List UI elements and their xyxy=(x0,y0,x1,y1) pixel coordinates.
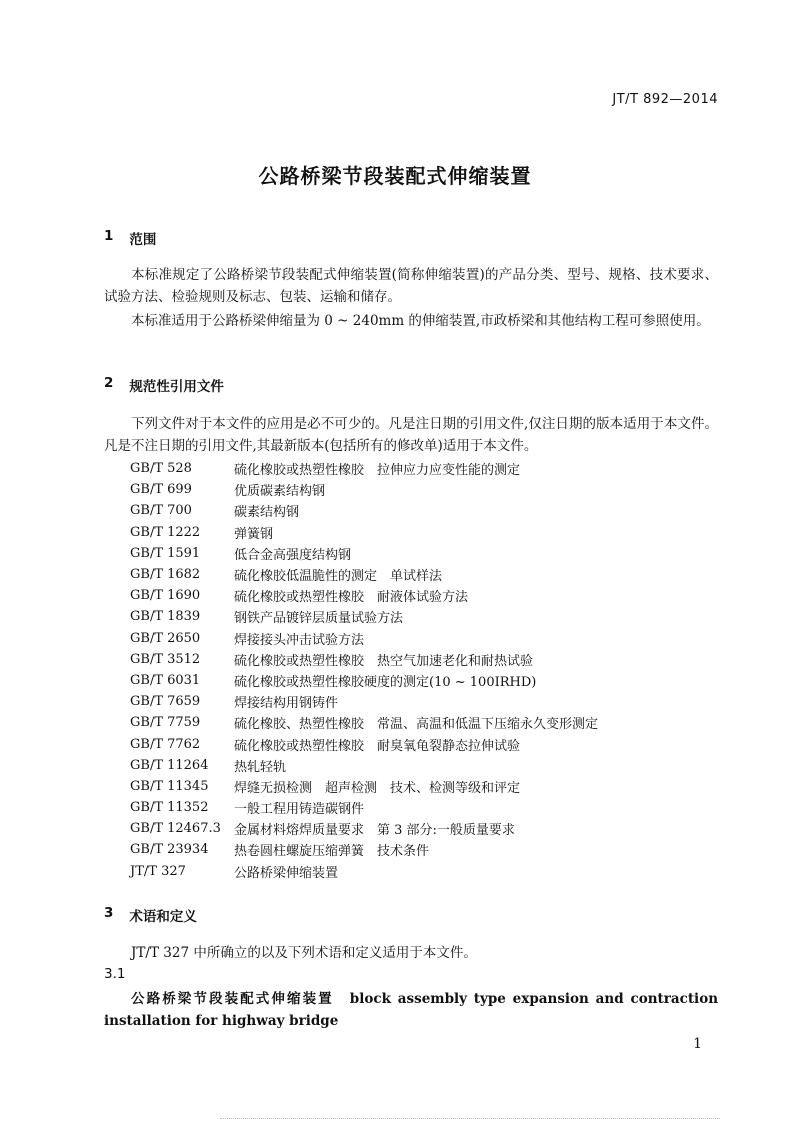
reference-item xyxy=(130,543,598,564)
section-number: 3 xyxy=(104,905,114,921)
terms-intro: JT/T 327 中所确立的以及下列术语和定义适用于本文件。 xyxy=(131,945,477,961)
reference-title: 公路桥梁伸缩装置 xyxy=(234,865,339,881)
reference-list xyxy=(130,458,598,882)
reference-title: 低合金高强度结构钢 xyxy=(234,547,352,563)
reference-code: GB/T 23934 xyxy=(130,842,209,858)
section-number: 1 xyxy=(104,228,114,244)
reference-code: GB/T 7659 xyxy=(130,694,201,710)
reference-code: GB/T 700 xyxy=(130,503,192,519)
reference-title: 优质碳素结构钢 xyxy=(234,484,326,500)
reference-title: 硫化橡胶低温脆性的测定 单试样法 xyxy=(234,569,443,585)
term-english: block assembly type expansion and contraction installation for highway bridge xyxy=(104,991,719,1029)
reference-code: GB/T 7762 xyxy=(130,736,201,752)
reference-title: 硫化橡胶或热塑性橡胶 拉伸应力应变性能的测定 xyxy=(234,463,521,479)
reference-item xyxy=(130,585,598,606)
reference-item xyxy=(130,755,598,776)
reference-code: GB/T 699 xyxy=(130,482,192,498)
section-title: 规范性引用文件 xyxy=(129,379,224,395)
reference-item xyxy=(130,500,598,521)
reference-item xyxy=(130,458,598,479)
reference-code: GB/T 3512 xyxy=(130,651,201,667)
reference-title: 硫化橡胶、热塑性橡胶 常温、高温和低温下压缩永久变形测定 xyxy=(234,717,599,733)
clause-number: 3.1 xyxy=(104,966,126,982)
reference-title: 钢铁产品镀锌层质量试验方法 xyxy=(234,611,404,627)
reference-title: 焊接接头冲击试验方法 xyxy=(234,632,365,648)
scope-paragraph-1: 本标准规定了公路桥梁节段装配式伸缩装置(简称伸缩装置)的产品分类、型号、规格、技术要求、试验方法、检验规则及标志、包装、运输和储存。 xyxy=(104,267,718,305)
reference-code: GB/T 1222 xyxy=(130,524,201,540)
section-title: 术语和定义 xyxy=(129,909,197,925)
references-intro: 下列文件对于本文件的应用是必不可少的。凡是注日期的引用文件,仅注日期的版本适用于本文件。凡是不注日期的引用文件,其最新版本(包括所有的修改单)适用于本文件。 xyxy=(104,416,718,454)
reference-item xyxy=(130,649,598,670)
reference-code: GB/T 1682 xyxy=(130,567,201,583)
reference-title: 硫化橡胶或热塑性橡胶 热空气加速老化和耐热试验 xyxy=(234,653,534,669)
reference-item xyxy=(130,606,598,627)
standard-code: JT/T 892—2014 xyxy=(612,92,718,107)
reference-code: GB/T 7759 xyxy=(130,715,201,731)
section-2-heading xyxy=(104,375,224,395)
reference-title: 硫化橡胶或热塑性橡胶 耐臭氧龟裂静态拉伸试验 xyxy=(234,738,521,754)
reference-item xyxy=(130,479,598,500)
reference-code: JT/T 327 xyxy=(130,863,186,879)
section-title: 范围 xyxy=(129,232,157,248)
bottom-edge-line xyxy=(220,1118,720,1119)
reference-item xyxy=(130,564,598,585)
reference-title: 热卷圆柱螺旋压缩弹簧 技术条件 xyxy=(234,844,430,860)
reference-code: GB/T 528 xyxy=(130,461,192,477)
scope-paragraph-2: 本标准适用于公路桥梁伸缩量为 0 ~ 240mm 的伸缩装置,市政桥梁和其他结构工程可参照使用。 xyxy=(131,313,710,329)
reference-item xyxy=(130,797,598,818)
reference-code: GB/T 6031 xyxy=(130,672,201,688)
term-chinese: 公路桥梁节段装配式伸缩装置 xyxy=(131,991,334,1007)
reference-title: 碳素结构钢 xyxy=(234,505,300,521)
reference-code: GB/T 1591 xyxy=(130,545,201,561)
reference-title: 弹簧钢 xyxy=(234,526,274,542)
reference-item xyxy=(130,733,598,754)
reference-title: 金属材料熔焊质量要求 第 3 部分:一般质量要求 xyxy=(234,823,515,839)
document-title: 公路桥梁节段装配式伸缩装置 xyxy=(258,164,532,188)
reference-code: GB/T 11264 xyxy=(130,757,209,773)
reference-title: 一般工程用铸造碳钢件 xyxy=(234,802,365,818)
reference-item xyxy=(130,691,598,712)
reference-item xyxy=(130,818,598,839)
section-number: 2 xyxy=(104,375,114,391)
reference-item xyxy=(130,861,598,882)
reference-item xyxy=(130,776,598,797)
reference-code: GB/T 1690 xyxy=(130,588,201,604)
term-definition xyxy=(104,988,718,1032)
reference-title: 焊缝无损检测 超声检测 技术、检测等级和评定 xyxy=(234,780,521,796)
reference-code: GB/T 2650 xyxy=(130,630,201,646)
reference-item xyxy=(130,670,598,691)
section-3-heading xyxy=(104,905,197,925)
reference-item xyxy=(130,628,598,649)
reference-title: 焊接结构用钢铸件 xyxy=(234,696,339,712)
reference-item xyxy=(130,712,598,733)
reference-title: 热轧轻轨 xyxy=(234,759,287,775)
reference-code: GB/T 1839 xyxy=(130,609,201,625)
section-1-heading xyxy=(104,228,156,248)
reference-title: 硫化橡胶或热塑性橡胶硬度的测定(10 ~ 100IRHD) xyxy=(234,674,537,690)
reference-item xyxy=(130,839,598,860)
page-number: 1 xyxy=(693,1036,702,1052)
reference-code: GB/T 11345 xyxy=(130,778,209,794)
reference-code: GB/T 11352 xyxy=(130,800,209,816)
reference-title: 硫化橡胶或热塑性橡胶 耐液体试验方法 xyxy=(234,590,469,606)
reference-item xyxy=(130,522,598,543)
reference-code: GB/T 12467.3 xyxy=(130,821,221,837)
